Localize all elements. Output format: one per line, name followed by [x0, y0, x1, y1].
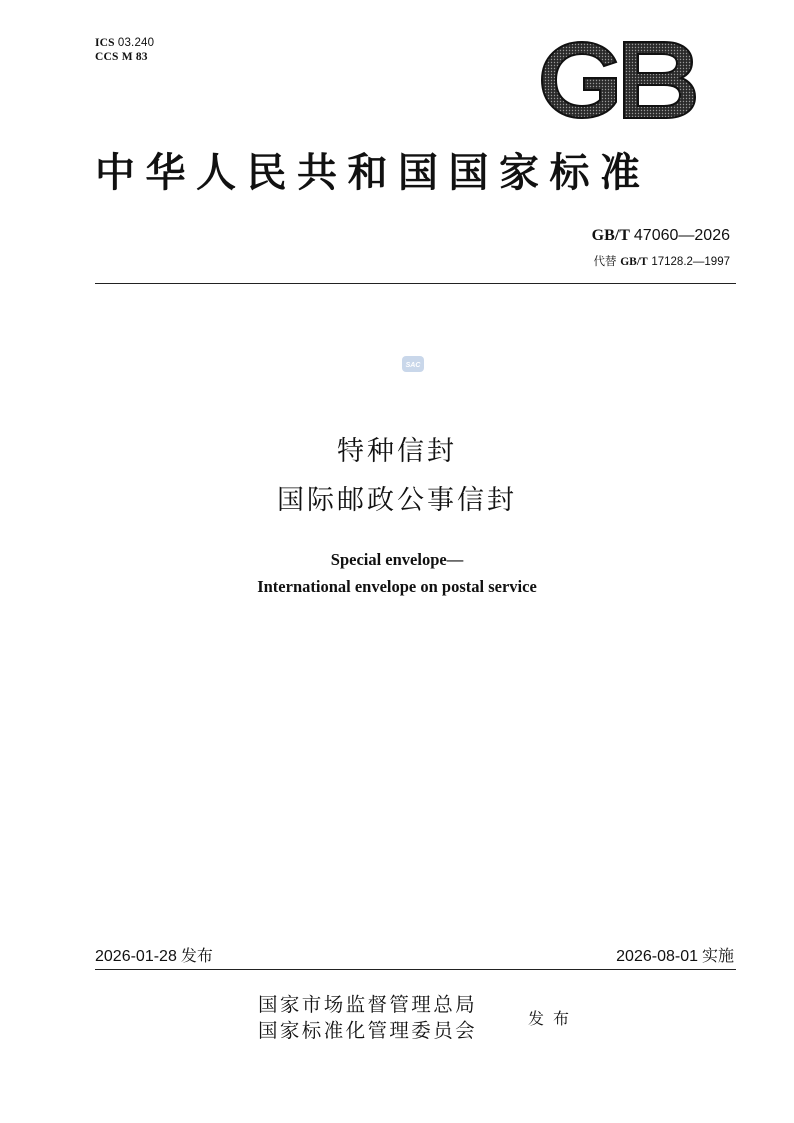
gb-logo: [538, 40, 698, 120]
title-cn-line1: 特种信封: [337, 436, 457, 467]
sac-watermark-text: SAC: [405, 362, 421, 369]
implementation-date-suffix: 实施: [701, 946, 734, 965]
gb-logo-text: GB: [618, 84, 620, 85]
issue-date: [95, 946, 213, 967]
title-cn-line2: 国际邮政公事信封: [277, 485, 517, 516]
replaces-prefix: 代替: [593, 254, 617, 268]
top-divider: [95, 283, 736, 284]
ics-value: 03.240: [117, 37, 155, 49]
ccs-code: [95, 50, 148, 64]
standard-prefix: GB/T: [591, 227, 630, 244]
sac-watermark: [401, 355, 425, 373]
issuer-line2: 国家标准化管理委员会: [258, 1019, 478, 1042]
title-en-line1: Special envelope—: [330, 550, 464, 569]
ics-code: [95, 36, 154, 50]
bottom-divider: [95, 969, 736, 970]
issue-date-suffix: 发布: [180, 946, 213, 965]
national-standard-title: 中华人民共和国国家标准: [95, 150, 651, 196]
issue-date-value: 2026-01-28: [95, 948, 177, 965]
standard-number-value: 47060—2026: [633, 227, 730, 244]
replaces-code: GB/T: [620, 256, 648, 268]
ccs-label: CCS: [95, 51, 119, 63]
ics-label: ICS: [95, 37, 115, 49]
title-en-line2: International envelope on postal service: [257, 577, 537, 596]
publish-label: 发布: [528, 1009, 579, 1028]
replaces-number: 17128.2—1997: [651, 256, 730, 268]
ccs-value: M 83: [121, 51, 148, 63]
issuer-line1: 国家市场监督管理总局: [258, 993, 478, 1016]
implementation-date: [616, 946, 734, 967]
replaces-line: [594, 254, 730, 270]
standard-number: [592, 226, 730, 246]
implementation-date-value: 2026-08-01: [616, 948, 698, 965]
